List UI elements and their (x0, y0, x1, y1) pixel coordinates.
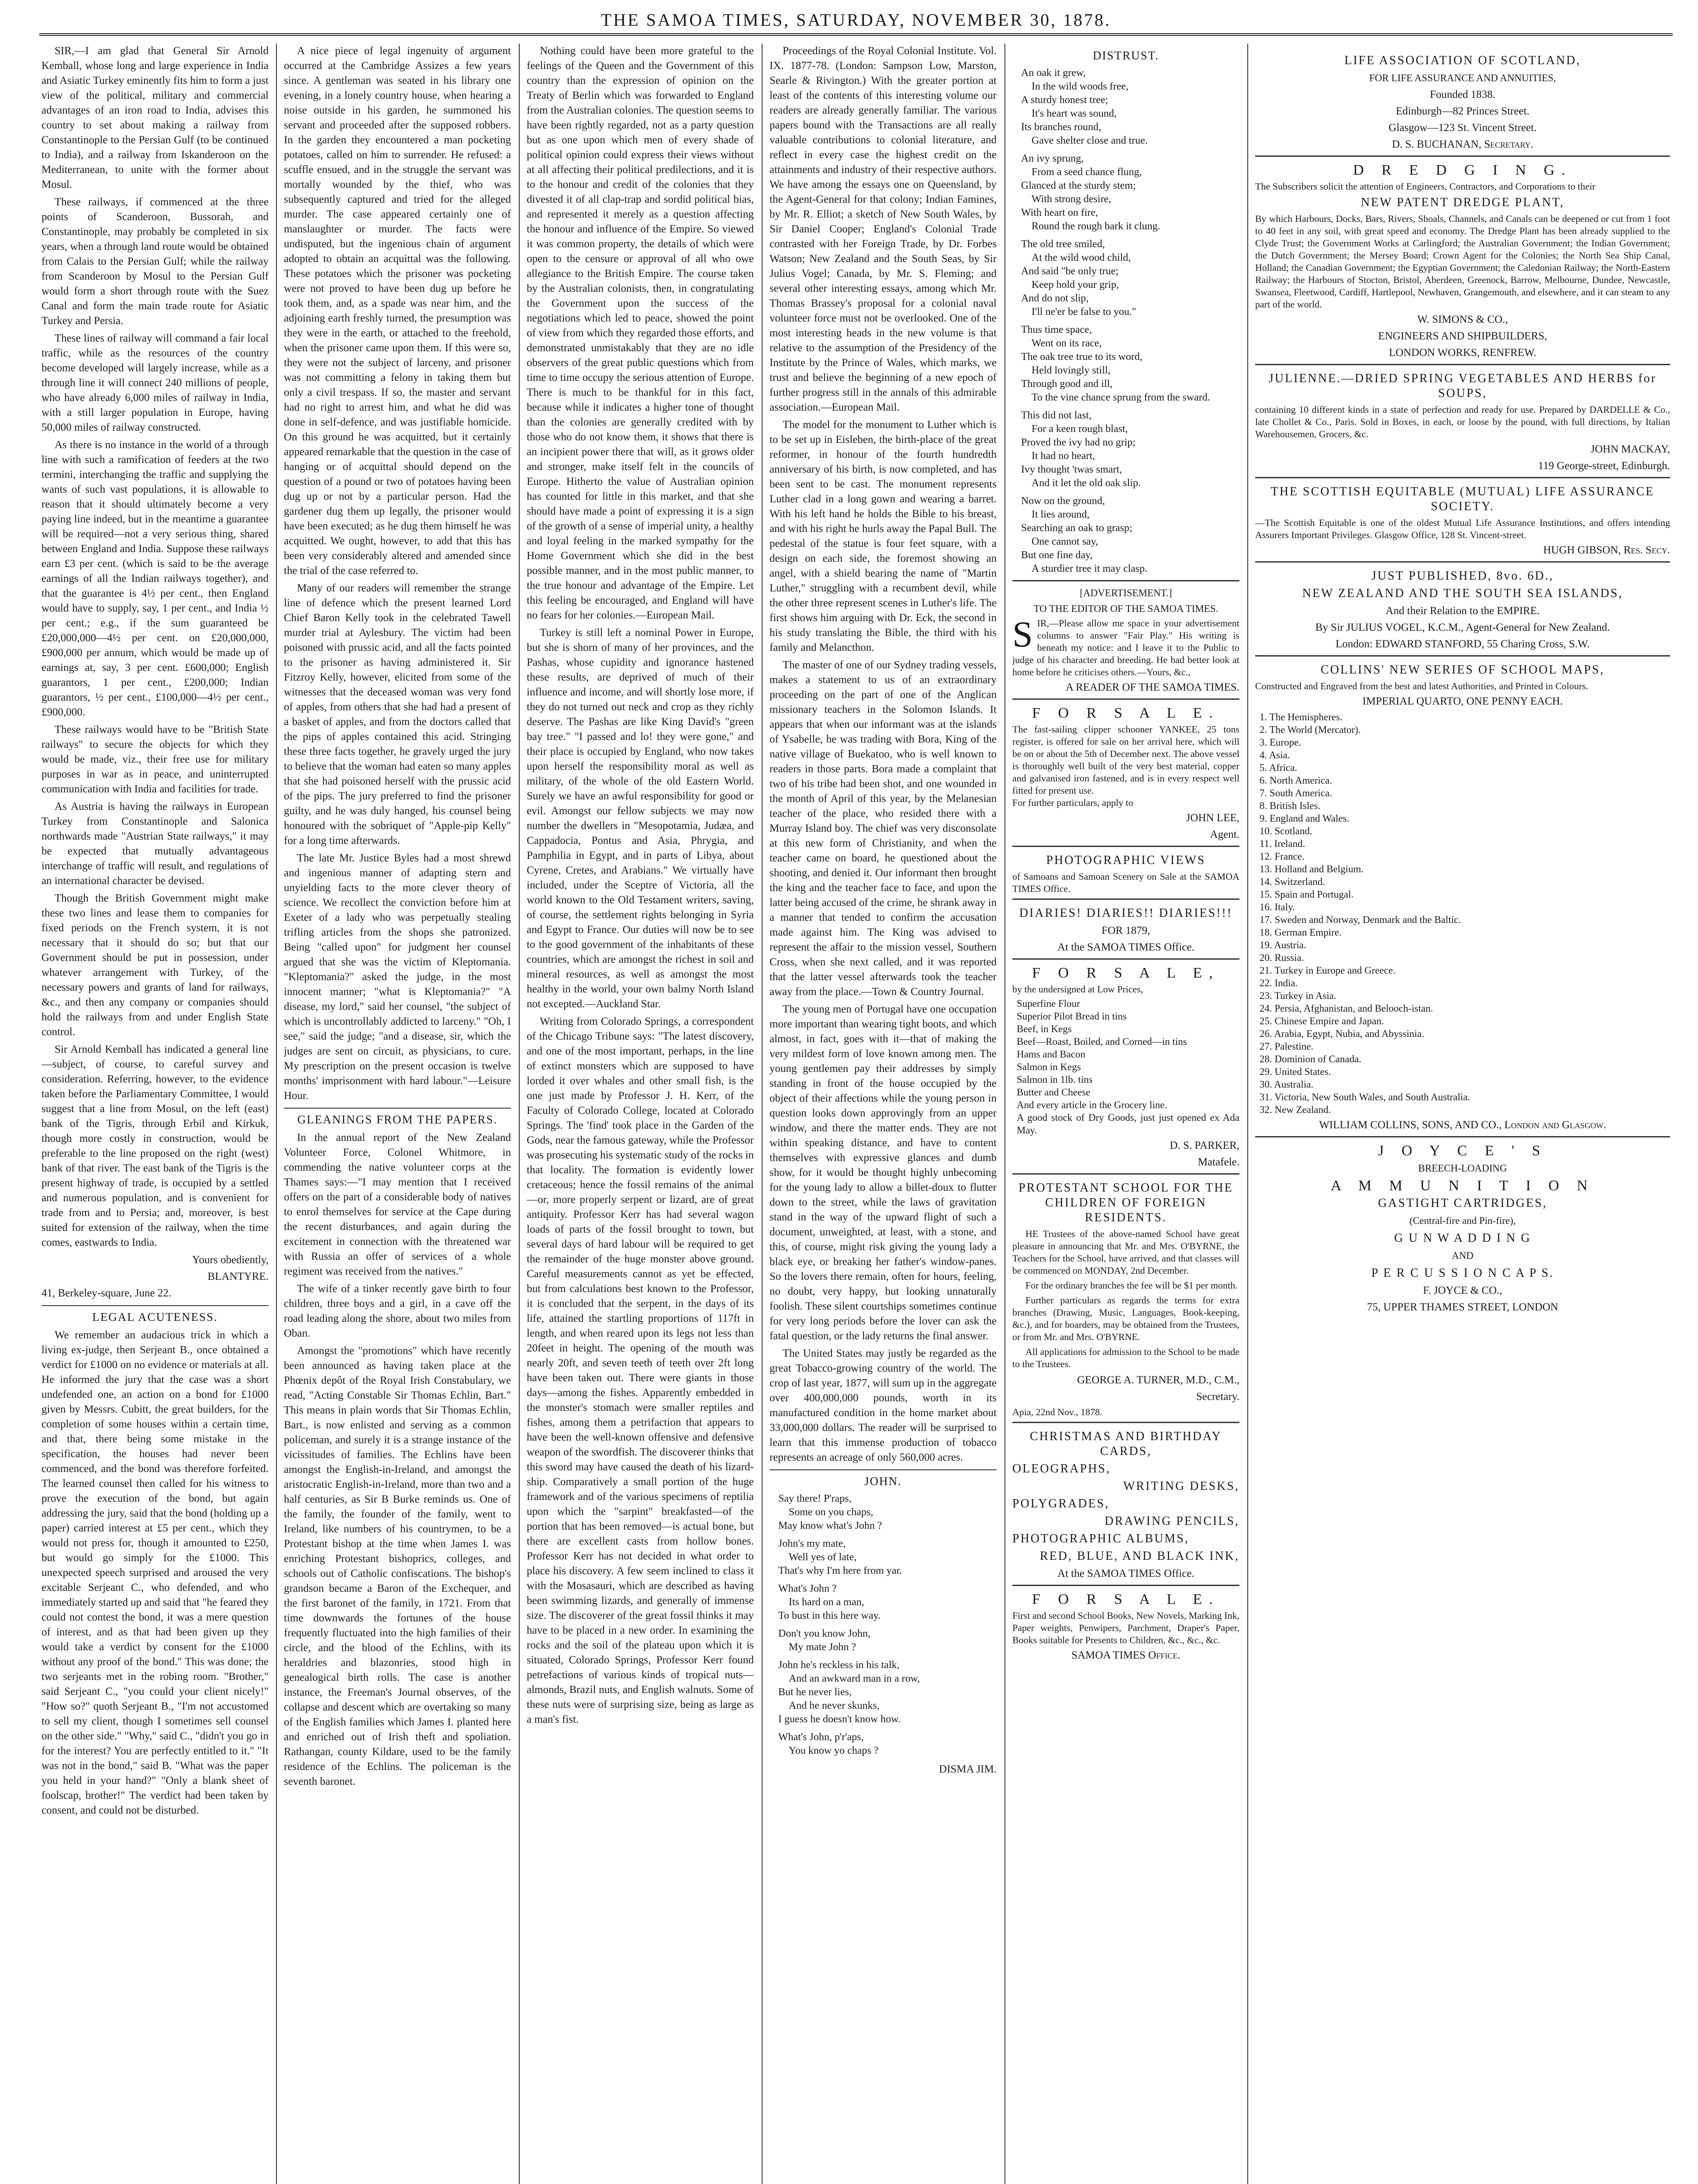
poem-line: An ivy sprung, (1021, 153, 1084, 164)
map-item: 17. Sweden and Norway, Denmark and the Baltic. (1260, 914, 1461, 925)
poem-line: And do not slip, (1021, 293, 1089, 304)
stanza (778, 1627, 997, 1654)
stanza (778, 1492, 997, 1533)
dredging-title: D R E D G I N G. (1353, 162, 1572, 178)
grocery-list (1017, 997, 1239, 1137)
nz-subtitle: And their Relation to the EMPIRE. (1385, 605, 1540, 617)
grocery-item: Butter and Cheese (1017, 1087, 1091, 1098)
julienne-ad (1255, 364, 1670, 473)
john-poem-heading: JOHN. (770, 1469, 997, 1489)
grocery-item: A good stock of Dry Goods, just just opened ex Ada May. (1017, 1112, 1239, 1136)
map-item: 25. Chinese Empire and Japan. (1260, 1016, 1384, 1026)
column-rule (1004, 44, 1005, 2184)
life-secretary: D. S. BUCHANAN, Secretary. (1392, 138, 1533, 150)
paragraph: Amongst the "promotions" which have recently been announced as having taken place at the Phœnix depôt of the Royal Irish Constabulary, we read, "Acting Constable Sir Thomas Echlin, Bart." This means in plain words that Sir Thomas Echlin, Bart., is now enlisted and serving as a common policeman, and surely it is a strange instance of the vicissitudes of families. The Echlins have been amongst the English-in-Ireland, and amongst the aristocratic English-in-Ireland, more than two and a half centuries, as Sir B Burke reminds us. One of the family, the founder of the family, went to Ireland, like numbers of his countrymen, to be a Protestant bishop at the time when James I. was enriching Protestant bishoprics, colleges, and schools out of Catholic confiscations. The bishop's grandson became a Baron of the Exchequer, and the first baronet of the family, in 1721. From that time downwards the fortunes of the house frequently fluctuated into the high families of their circle, and the blood of the Echlins, with its heraldries and blazonries, stood high in genealogical birth rolls. The case is another instance, the Freeman's Journal observes, of the collapse and descent which are overtaking so many of the English families which James I. planted here and enriched out of Irish theft and spoliation. Rathangan, county Kildare, used to be the family residence of the Echlins. The policeman is the seventh baronet. (284, 1345, 511, 1787)
map-item: 6. North America. (1260, 775, 1332, 786)
poem-line: What's John, p'r'aps, (778, 1731, 864, 1743)
map-item: 26. Arabia, Egypt, Nubia, and Abyssinia. (1260, 1028, 1424, 1039)
map-item: 12. France. (1260, 851, 1305, 862)
joyce-ammunition-ad (1255, 1136, 1670, 1315)
poem-line: In the wild woods free, (1032, 81, 1129, 92)
colonial-affairs-article (527, 44, 754, 1727)
poem-line: John's my mate, (778, 1538, 846, 1549)
stanza (778, 1582, 997, 1623)
paragraph: The late Mr. Justice Byles had a most shrewd and ingenious manner of adapting stern and unyielding facts to the more clever theory of science. We recollect the conviction before him at Exeter of a lady who was perpetually stealing trifling articles from the shops she patronized. Being "called upon" for judgment her counsel argued that she was the victim of Kleptomania. "Kleptomania?" asked the judge, in the most innocent manner; "what is Kleptomania?" "A disease, my lord," said her counsel, "the subject of which is uncontrollably addicted to larceny." "Oh, I see," said the judge; "and a disease, sir, which the judges are sent on circuit, as physicians, to cure. My prescription on the present occasion is twelve months' imprisonment with hard labour."—Leisure Hour. (284, 852, 511, 1102)
map-item: 2. The World (Mercator). (1260, 724, 1361, 735)
for-sale-books-text: First and second School Books, New Novels, Marking Ink, Paper weights, Penwipers, Parchment, Draper's Paper, Books suitable for Presents to Children, &c., &c., &c. (1012, 1610, 1239, 1645)
legal-ingenuity-article (284, 44, 511, 1103)
poem-line: Gave shelter close and true. (1032, 135, 1148, 146)
for-sale-grocery-ad (1012, 958, 1239, 1170)
joyce-and: AND (1452, 1250, 1474, 1261)
advertisement-text: IR,—Please allow me space in your advertisement columns to answer "Fair Play." His writing is beneath my notice: and I leave it to the Public to judge of his character and breeding. He had better look at home before he criticises others.—Yours, &c., (1012, 618, 1239, 677)
railway-letter (41, 44, 269, 1250)
poem-line: For a keen rough blast, (1032, 423, 1128, 435)
christmas-item: DRAWING PENCILS, (1104, 1514, 1239, 1528)
poem-line: My mate John ? (789, 1641, 856, 1653)
legal-acuteness-heading: LEGAL ACUTENESS. (41, 1305, 269, 1324)
christmas-items (1012, 1462, 1239, 1564)
map-item: 16. Italy. (1260, 902, 1295, 912)
dredging-text: By which Harbours, Docks, Bars, Rivers, Shoals, Channels, and Canals can be deepened or cut from 1 foot to 40 feet in any soil, with great speed and economy. The Dredge Plant has been already supplied to the Clyde Trust; the Government Works at Carlingford; the Australian Government; the Indian Government; the Dutch Government; the Mersey Board; Crown Agent for the Colonies; the North Sea Ship Canal, Holland; the Canadian Government; the Egyptian Government; the Caledonian Railway; the North-Eastern Railway; the Harbours of Stocton, Bristol, Aberdeen, Greenock, Barrow, Melbourne, Dundee, Newcastle, Swansea, Fleetwood, Cardiff, Hartlepool, Newhaven, Grangemouth, and elsewhere, and it can steam to any part of the world. (1255, 213, 1670, 310)
paragraph: The model for the monument to Luther which is to be set up in Eisleben, the birth-place of the great reformer, in honour of the fourth hundredth anniversary of his birth, is now completed, and has been sent to be cast. The monument represents Luther clad in a long gown and wearing a barret. With his left hand he holds the Bible to his breast, and with his right he hurls away the Papal Bull. The pedestal of the statue is four feet square, with a design on each side, the foremost showing an angel, with a shield bearing the name of "Martin Luther," struggling with a recumbent devil, while the other three represent scenes in Luther's life. The first shows him arguing with Dr. Eck, the second in his study translating the Bible, the third with his family and Melancthon. (770, 419, 997, 653)
life-association-ad (1255, 47, 1670, 152)
collins-title: COLLINS' NEW SERIES OF SCHOOL MAPS, (1321, 663, 1605, 677)
collins-firm: WILLIAM COLLINS, SONS, AND CO., London and Glasgow. (1319, 1119, 1606, 1131)
life-founded: Founded 1838. (1430, 89, 1495, 100)
map-item: 8. British Isles. (1260, 800, 1321, 811)
christmas-item: POLYGRADES, (1012, 1497, 1110, 1510)
letter-signer: BLANTYRE. (207, 1271, 269, 1282)
column-rule (276, 44, 277, 2184)
paragraph: Nothing could have been more grateful to the feelings of the Queen and the Government of this country than the expression of opinion on the Treaty of Berlin which was forwarded to England from the Australian colonies. The question seems to have been rightly regarded, not as a party question but as one upon which men of every shade of political opinion could express their views without at all affecting their political predilections, and it is to the honour and credit of the colonies that they divested it of all clap-trap and sordid political bias, and represented it merely as a question affecting the honour and influence of the Empire. So viewed it was common property, the details of which were open to the censure or approval of all who owe allegiance to the British Empire. The course taken by the Australian colonists, then, in congratulating the Government upon the success of the negotiations which led to peace, showed the point of view from which they regarded those efforts, and demonstrated unmistakably that they are no idle observers of the great public questions which from time to time occupy the serious attention of Europe. There is much to be thankful for in this fact, because while it indicates a higher tone of thought than the colonies are generally credited with by those who do not know them, it shows that there is an incipient power there that will, as it grows older and stronger, make itself felt in the councils of Europe. Hitherto the value of Australian opinion has counted for little in this market, and that she should have made a point of expressing it is a sign of the growth of a sense of imperial unity, a healthy and loyal feeling in the marked sympathy for the Home Government which she did in the best possible manner, and in the most public manner, to the true honour and advantage of the Empire. Let this feeling be encouraged, and England will have no fears for her colonies.—European Mail. (527, 45, 754, 621)
map-item: 5. Africa. (1260, 762, 1298, 773)
stanza (1021, 152, 1239, 233)
advertisement-label: [ADVERTISEMENT.] (1080, 587, 1172, 598)
grocery-item: Beef, in Kegs (1017, 1023, 1072, 1034)
poem-line: Don't you know John, (778, 1628, 870, 1639)
for-sale-role: Agent. (1210, 829, 1239, 840)
map-item: 1. The Hemispheres. (1260, 712, 1343, 722)
stanza (1021, 238, 1239, 319)
poem-line: This did not last, (1021, 410, 1092, 421)
life-address-1: Edinburgh—82 Princes Street. (1396, 105, 1529, 117)
julienne-address: 119 George-street, Edinburgh. (1538, 460, 1670, 472)
nz-publisher: London: EDWARD STANFORD, 55 Charing Cross, S.W. (1336, 638, 1590, 650)
masthead: THE SAMOA TIMES, SATURDAY, NOVEMBER 30, 1878. (601, 10, 1111, 30)
julienne-text: containing 10 different kinds in a state of perfection and ready for use. Prepared by DARDELLE & Co., late Chollet & Co., Paris. Sold in Boxes, in each, or loose by the pound, with full directions, by Italian Warehousemen, Grocers, &c. (1255, 404, 1670, 439)
advertisement-sign: A READER OF THE SAMOA TIMES. (1066, 681, 1239, 693)
christmas-location: At the SAMOA TIMES Office. (1057, 1568, 1194, 1579)
poem-line: A sturdier tree it may clasp. (1032, 563, 1148, 574)
school-text (1012, 1228, 1239, 1370)
grocery-item: Salmon in 1lb. tins (1017, 1074, 1093, 1085)
column-5 (1012, 44, 1239, 2184)
gleanings-article (284, 1130, 511, 1789)
poem-line: Searching an oak to grasp; (1021, 522, 1132, 534)
gleanings-heading: GLEANINGS FROM THE PAPERS. (284, 1108, 511, 1127)
for-sale-books-ad (1012, 1585, 1239, 1663)
paragraph: The master of one of our Sydney trading vessels, makes a statement to us of an extraordinary proceeding on the part of one of the Anglican missionary teachers in the Solomon Islands. It appears that when our informant was at the islands of Ysabelle, he was trading with Bora, King of the native village of Buekatoo, who is well known to readers in those parts. Bora made a complaint that two of his tribe had been shot, and one wounded in the month of April of this year, by the Melanesian teacher of the place, who resided there with a Murray Island boy. The chief was very disconsolate at this new form of Christianity, and when the teacher came on board, he questioned about the shooting, and denied it. Our informant then brought the king and the teacher face to face, and upon the latter being accused of the crime, he shrank away in a manner that tended to confirm the accusation made against him. The King was advised to represent the affair to the mission vessel, Southern Cross, when she next called, and it was reported that the latter vessel afterwards took the teacher away from the place.—Town & Country Journal. (770, 659, 997, 998)
poem-line: Keep hold your grip, (1032, 279, 1119, 290)
dredging-address: LONDON WORKS, RENFREW. (1389, 347, 1536, 359)
poem-line: Its hard on a man, (789, 1597, 864, 1608)
poem-line: And he never skunks, (789, 1700, 880, 1711)
for-sale-title: F O R S A L E. (1032, 705, 1220, 721)
john-poem-author: DISMA JIM. (939, 1763, 997, 1775)
grocery-item: Beef—Roast, Boiled, and Corned—in tins (1017, 1036, 1187, 1047)
photographic-views-ad (1012, 846, 1239, 895)
institute-article (770, 44, 997, 1465)
column-6 (1255, 44, 1670, 2184)
poem-line: May know what's John ? (778, 1520, 882, 1531)
life-title: LIFE ASSOCIATION OF SCOTLAND, (1344, 54, 1581, 67)
poem-line: Some on you chaps, (789, 1507, 873, 1518)
column-rule (1247, 44, 1248, 2184)
column-2 (284, 44, 511, 2184)
paragraph: In the annual report of the New Zealand Volunteer Force, Colonel Whitmore, in commending the native volunteer corps at the Thames says:—"I may mention that I received offers on the part of a considerable body of natives to enrol themselves for service at the Cape during the recent disturbances, and again during the excitement in connection with the threatened war with Russia an offer of services of a whole regiment was received from the natives." (284, 1132, 511, 1277)
poem-line: Round the rough bark it clung. (1032, 221, 1160, 232)
poem-line: John he's reckless in his talk, (778, 1659, 900, 1671)
stanza (1021, 323, 1239, 404)
stanza (1021, 66, 1239, 148)
grocery-place: Matafele. (1198, 1156, 1239, 1168)
joyce-ammunition: A M M U N I T I O N (1330, 1178, 1595, 1194)
dredging-role: ENGINEERS AND SHIPBUILDERS, (1378, 330, 1547, 342)
stanza (778, 1659, 997, 1726)
poem-line: With heart on fire, (1021, 207, 1098, 218)
masthead-rule (39, 33, 1673, 36)
paragraph: All applications for admission to the School to be made to the Trustees. (1012, 1346, 1239, 1369)
scottish-equitable-ad (1255, 477, 1670, 558)
stanza (778, 1731, 997, 1758)
paragraph: These railways, if commenced at the three points of Scanderoon, Bussorah, and Constantinople, may probably be completed in six years, when a through land route would be obtained from Calais to the Persian Gulf; while the railway from Scanderoon by Mosul to the Persian Gulf would form a short through route with the Suez Canal and form the main trade route for Asiatic Turkey and Persia. (41, 196, 269, 327)
paragraph: Proceedings of the Royal Colonial Institute. Vol. IX. 1877-78. (London: Sampson Low, Marston, Searle & Rivington.) With the greater portion at least of the contents of this interesting volume our readers are already generally familiar. The various papers bound with the Transactions are all really valuable contributions to colonial literature, and reflect in every case the highest credit on the attainments and industry of their respective authors. We have among the essays one on Queensland, by the Agent-General for that colony; Indian Famines, by Mr. R. Elliot; a sketch of New South Wales, by Sir Daniel Cooper; England's Colonial Trade contrasted with her Foreign Trade, by Dr. Forbes Watson; New Zealand and the South Seas, by Sir Julius Vogel; Canada, by Mr. S. Fleming; and several other interesting essays, among which Mr. Thomas Brassey's proposal for a colonial naval volunteer force must not be overlooked. One of the most interesting heads in the new volume is that relative to the assumption of the Presidency of the Institute by the Prince of Wales, which marks, we trust and believe the beginning of a new epoch of further progress still in the annals of this admirable association.—European Mail. (770, 45, 997, 413)
poem-line: It's heart was sound, (1032, 108, 1117, 119)
poem-line: But he never lies, (778, 1686, 852, 1698)
poem-line: And it let the old oak slip. (1032, 477, 1141, 489)
map-item: 29. United States. (1260, 1066, 1331, 1077)
joyce-fire: (Central-fire and Pin-fire), (1409, 1215, 1516, 1226)
poem-line: Well yes of late, (789, 1552, 857, 1563)
map-item: 27. Palestine. (1260, 1041, 1314, 1052)
poem-line: The old tree smiled, (1021, 238, 1105, 250)
paragraph: The wife of a tinker recently gave birth to four children, three boys and a girl, in a cave off the road leading along the shore, about two miles from Oban. (284, 1283, 511, 1339)
scottish-name: HUGH GIBSON, Res. Secy. (1543, 544, 1670, 556)
poem-line: I guess he doesn't know how. (778, 1714, 901, 1725)
dredging-firm: W. SIMONS & CO., (1417, 314, 1508, 325)
poem-line: Its branches round, (1021, 121, 1101, 133)
for-sale-name: JOHN LEE, (1186, 812, 1239, 824)
stanza (778, 1537, 997, 1578)
photographic-title: PHOTOGRAPHIC VIEWS (1046, 854, 1206, 867)
map-item: 32. New Zealand. (1260, 1104, 1331, 1115)
map-item: 22. India. (1260, 978, 1298, 988)
advertisement-to-editor: TO THE EDITOR OF THE SAMOA TIMES. (1033, 603, 1218, 614)
paragraph: Though the British Government might make these two lines and lease them to companies for fixed periods on the French system, it is not necessary that it should do so; but that our Government should be put in possession, under whatever arrangement with Turkey, of the necessary powers and grants of land for railways, &c., and then any company or companies should hold the railways from and under English State control. (41, 892, 269, 1038)
map-item: 14. Switzerland. (1260, 876, 1325, 887)
poem-line: The oak tree true to its word, (1021, 351, 1142, 363)
poem-line: Thus time space, (1021, 324, 1092, 335)
for-sale-schooner-ad (1012, 698, 1239, 842)
paragraph: Writing from Colorado Springs, a correspondent of the Chicago Tribune says: "The latest discovery, and one of the most important, perhaps, in the line of extinct monsters which are supposed to have lorded it over whales and other small fish, is the one just made by Professor J. H. Kerr, of the Faculty of Colorado College, located at Colorado Springs. The 'find' took place in the Garden of the Gods, near the famous gateway, while the Professor was prosecuting his systematic study of the rocks in that locality. The formation is evidently lower cretaceous; hence the fossil remains of the animal—or, more properly serpent or lizard, are of great antiquity. Professor Kerr has had several wagon loads of parts of the fossil brought to town, but several days of hard labour will be required to get the remainder of the huge monster above ground. Careful measurements cannot as yet be effected, but from calculations best known to the Professor, it is concluded that the serpent, in the days of its life, attained the startling proportions of 117ft in length, and when reared upon its legs not less than 20feet in height. The opening of the mouth was nearly 20ft, and seven teeth of teeth over 2ft long have been taken out. There were giants in those days—among the fishes. Apparently embedded in the monster's stomach were smaller reptiles and fishes, among them a petrifaction that appears to have been the well-known offensive and defensive weapon of the swordfish. The discoverer thinks that this sword may have caused the death of his lizard-ship. Comparatively a small portion of the huge framework and of the various specimens of reptilia upon which the "sarpint" breakfasted—of the portion that has been removed—is actual bone, but there are excellent casts from hollow bones. Professor Kerr has not decided in what order to place his discovery. A few seem inclined to class it with the Mosasauri, which are described as having been swimming lizards, and generally of immense size. The discoverer of the great fossil thinks it may have to be placed in a new order. In examining the rocks and the soil of the plateau upon which it is situated, Colorado Springs, Professor Kerr found petrefactions of various kinds of tropical nuts—almonds, Brazil nuts, and English walnuts. Some of these nuts were of surprising size, being as large as a man's fist. (527, 1016, 754, 1725)
diaries-location: At the SAMOA TIMES Office. (1057, 941, 1194, 953)
christmas-item: PHOTOGRAPHIC ALBUMS, (1012, 1532, 1189, 1545)
school-secretary-name: GEORGE A. TURNER, M.D., C.M., (1077, 1374, 1239, 1386)
map-item: 4. Asia. (1260, 750, 1290, 760)
paragraph: These lines of railway will command a fair local traffic, while as the resources of the country become developed will largely increase, while as a through line it will connect 240 millions of people, who have already 6,000 miles of railway in India, with a still larger population in Europe, having 50,000 miles of railway constructed. (41, 332, 269, 433)
map-item: 19. Austria. (1260, 940, 1306, 950)
poem-line: Held lovingly still, (1032, 365, 1111, 376)
column-3 (527, 44, 754, 2184)
diaries-year: FOR 1879, (1101, 925, 1150, 936)
poem-line: Now on the ground, (1021, 495, 1105, 507)
for-sale-books-office: SAMOA TIMES Office. (1071, 1649, 1180, 1661)
joyce-subtitle: BREECH-LOADING (1418, 1163, 1507, 1174)
paragraph: Further particulars as regards the terms for extra branches (Drawing, Music, Languages, Book-keeping, &c.), and for boarders, may be obtained from the Trustees, or from Mr. and Mrs. O'BYRNE. (1012, 1295, 1239, 1342)
dropcap-s: S (1012, 614, 1033, 655)
nz-book: NEW ZEALAND AND THE SOUTH SEA ISLANDS, (1302, 587, 1623, 600)
grocery-item: And every article in the Grocery line. (1017, 1099, 1167, 1110)
joyce-title: J O Y C E ' S (1378, 1143, 1547, 1159)
column-1 (41, 44, 269, 2184)
diaries-ad (1012, 898, 1239, 955)
joyce-address: 75, UPPER THAMES STREET, LONDON (1367, 1301, 1558, 1313)
poem-line: I'll ne'er be false to you." (1032, 306, 1136, 318)
new-zealand-book-ad (1255, 561, 1670, 652)
map-item: 18. German Empire. (1260, 927, 1342, 938)
poem-line: From a seed chance flung, (1032, 166, 1142, 178)
protestant-school-ad (1012, 1173, 1239, 1418)
advertisement-letter (1012, 580, 1239, 695)
poem-line: And an awkward man in a row, (789, 1673, 920, 1684)
poem-line: To bust in this here way. (778, 1610, 881, 1621)
photographic-text: of Samoans and Samoan Scenery on Sale at the SAMOA TIMES Office. (1012, 871, 1239, 894)
life-subtitle: FOR LIFE ASSURANCE AND ANNUITIES, (1369, 73, 1556, 83)
joyce-wadding: G U N W A D D I N G (1394, 1231, 1531, 1245)
poem-line: That's why I'm here from yar. (778, 1565, 902, 1576)
poem-line: One cannot say, (1032, 536, 1098, 547)
map-item: 21. Turkey in Europe and Greece. (1260, 965, 1396, 976)
poem-line: It had no heart, (1032, 450, 1095, 462)
map-item: 9. England and Wales. (1260, 813, 1349, 824)
collins-text: Constructed and Engraved from the best and latest Authorities, and Printed in Colours. (1255, 681, 1588, 691)
paragraph: SIR,—I am glad that General Sir Arnold Kemball, whose long and large experience in India and Asiatic Turkey eminently fits him to form a just view of the political, military and commercial advantages of an iron road to India, advises this country to set about making a railway from Constantinople to the Persian Gulf (to be continued to India), and a railway from Iskanderoon on the Mediterranean, to unite with the former about Mosul. (41, 45, 269, 190)
nz-author: By Sir JULIUS VOGEL, K.C.M., Agent-General for New Zealand. (1315, 622, 1610, 633)
legal-acuteness-article (41, 1328, 269, 1818)
julienne-name: JOHN MACKAY, (1591, 443, 1670, 455)
paragraph: The United States may justly be regarded as the great Tobacco-growing country of the world. The crop of last year, 1877, will sum up in the aggregate over 400,000,000 pounds, worth in its manufactured condition in the home market about 33,000,000 dollars. The reader will be surprised to learn that this immense production of tobacco represents an acreage of only 560,000 acres. (770, 1348, 997, 1463)
stanza (1021, 494, 1239, 576)
poem-line: And said "be only true; (1021, 266, 1119, 277)
diaries-title: DIARIES! DIARIES!! DIARIES!!! (1019, 906, 1233, 920)
distrust-poem (1012, 66, 1239, 576)
column-4 (770, 44, 997, 2184)
map-item: 13. Holland and Belgium. (1260, 864, 1364, 874)
school-date: Apia, 22nd Nov., 1878. (1012, 1406, 1102, 1417)
map-item: 24. Persia, Afghanistan, and Belooch-istan. (1260, 1003, 1433, 1014)
poem-line: At the wild wood child, (1032, 252, 1131, 263)
poem-line: A sturdy honest tree; (1021, 94, 1108, 106)
map-item: 31. Victoria, New South Wales, and South Australia. (1260, 1092, 1470, 1102)
christmas-item: WRITING DESKS, (1123, 1479, 1239, 1493)
school-title: PROTESTANT SCHOOL FOR THE CHILDREN OF FOREIGN RESIDENTS. (1018, 1181, 1233, 1224)
scottish-title: THE SCOTTISH EQUITABLE (MUTUAL) LIFE ASSURANCE SOCIETY. (1270, 485, 1655, 513)
school-secretary-role: Secretary. (1196, 1391, 1239, 1403)
paragraph: A nice piece of legal ingenuity of argument occurred at the Cambridge Assizes a few years since. A gentleman was seated in his library one evening, in a lonely country house, when hearing a noise outside in his garden, he summoned his servant and proceeded after the supposed robbers. In the garden they encountered a man pocketing potatoes, called on him to surrender. He refused: a scuffle ensued, and in the struggle the servant was mortally wounded by the thief, who was subsequently captured and tried for the alleged murder. The case appeared certainly one of manslaughter or murder. The facts were undisputed, but the ingenious chain of argument adopted to obtain an acquittal was the following. These potatoes which the prisoner was pocketing were not proved to have been dug up before he took them, and, as a spade was near him, and the adjoining earth freshly turned, the presumption was they were in the earth, or attached to the freehold, when the prisoner came upon them. If this were so, they were not the subject of larceny, and prisoner was not committing a felony in taking them but only a civil trespass. If so, the master and servant had no right to arrest him, and what he did was done in self-defence, and was justifiable homicide. On this ground he was acquitted, but it certainly appeared remarkable that the question in the case of hanging or of acquittal should depend on the question of a pound or two of potatoes having been dug up or not by a particular person. Had the gardener dug them up legally, the prisoner would have been executed; as he dug them himself he was acquitted. We ought, however, to add that this has been very considerably altered and amended since the trial of the case referred to. (284, 45, 511, 577)
julienne-title: JULIENNE.—DRIED SPRING VEGETABLES AND HERBS for SOUPS, (1268, 372, 1657, 400)
paragraph: Sir Arnold Kemball has indicated a general line—subject, of course, to careful survey and consideration. Referring, however, to the evidence taken before the Parliamentary Committee, I would suggest that a line from Mosul, on the left (east) bank of the Tigris, through Erbil and Kirkuk, though more costly in construction, would be preferable to the line proposed on the right (west) bank of that river. The east bank of the Tigris is the present highway of trade, is occupied by a settled and numerous population, and is convenient for trade from and to Persia; and, moreover, is best suited for extension of the railway, when the time comes, eastwards to India. (41, 1044, 269, 1248)
poem-line: Glanced at the sturdy stem; (1021, 180, 1136, 191)
for-sale-title: F O R S A L E. (1032, 1591, 1220, 1607)
poem-line: But one fine day, (1021, 549, 1093, 561)
grocery-item: Superior Pilot Bread in tins (1017, 1011, 1127, 1022)
letter-sign-off: Yours obediently, (192, 1254, 269, 1266)
for-sale-contact: For further particulars, apply to (1012, 797, 1133, 808)
distrust-poem-heading: DISTRUST. (1093, 49, 1159, 62)
dredging-ad (1255, 156, 1670, 360)
poem-line: With strong desire, (1032, 194, 1111, 205)
grocery-seller: D. S. PARKER, (1170, 1140, 1239, 1151)
map-item: 7. South America. (1260, 788, 1332, 798)
christmas-item: RED, BLUE, AND BLACK INK, (1040, 1549, 1239, 1563)
letter-address: 41, Berkeley-square, June 22. (41, 1287, 172, 1299)
poem-line: You know yo chaps ? (789, 1745, 879, 1756)
joyce-firm: F. JOYCE & CO., (1423, 1285, 1502, 1296)
paragraph: HE Trustees of the above-named School have great pleasure in announcing that Mr. and Mrs. O'BYRNE, the Teachers for the School, have arrived, and that classes will be commenced on MONDAY, 2nd December. (1012, 1228, 1239, 1276)
dredging-plant: NEW PATENT DREDGE PLANT, (1360, 196, 1565, 209)
paragraph: The young men of Portugal have one occupation more important than wearing tight boots, and which almost, in fact, goes with it—that of making the very mildest form of love known among men. The young gentlemen pay their addresses by simply standing in front of the house occupied by the object of their affections while the young person in question looks down approvingly from an upper window, and there the matter ends. They are not within speaking distance, and have to content themselves with expressive glances and dumb show, for it would be thought highly unbecoming for the young lady to allow a billet-doux to flutter down to the street, while the laws of gravitation stand in the way of the upward flight of such a document, unweighted, at least, with a stone, and this, of course, might risk giving the young lady a black eye, or breaking her father's window-panes. So the lovers there remain, often for hours, feeling, no doubt, very happy, but looking unnaturally foolish. These silent courtships sometimes continue for very long periods before the lover can ask the fatal question, or the lady returns the final answer. (770, 1003, 997, 1342)
christmas-title: CHRISTMAS AND BIRTHDAY CARDS, (1030, 1430, 1222, 1458)
collins-maps-ad (1255, 655, 1670, 1133)
christmas-cards-ad (1012, 1422, 1239, 1581)
map-item: 23. Turkey in Asia. (1260, 990, 1336, 1001)
christmas-item: OLEOGRAPHS, (1012, 1462, 1111, 1476)
for-sale-title: F O R S A L E, (1032, 965, 1220, 981)
grocery-item: Superfine Flour (1017, 998, 1080, 1009)
paragraph: We remember an audacious trick in which a living ex-judge, then Serjeant B., once obtained a verdict for £1000 on no evidence or materials at all. He informed the jury that the case was a short undefended one, an action on a bond for £1000 given by Messrs. Cubitt, the great builders, for the completion of some houses within a certain time, and that, there being some mistake in the specification, the houses had never been commenced, and the bond was therefore forfeited. The learned counsel then called for his witness to prove the execution of the bond, but again addressing the jury, said that the bond (holding up a paper) carried interest at £5 per cent., which they would not press for, though it amounted to £250, but would go simply for the £1000. This unexpected speech surprised and aroused the very excitable Serjeant C., who defended, and who immediately started up and said that "he feared they could not contest the bond, it was a mere question of interest, and as that had been given up they would take a verdict by consent for the £1000 without any proof of the bond." This was done; the two serjeants met in the robing room. "Brother," said Serjeant C., "you could your client nicely!" "How so?" quoth Serjeant B., "I'm not accustomed to sell my client, though I sometimes sell counsel on the other side." "Why," said C., "didn't you go in for the interest? You are perfectly entitled to it." "It was not in the bond," said B. "What was the paper you held in your hand?" "Only a blank sheet of foolscap, brother!" The verdict had been taken by consent, and could not be disturbed. (41, 1329, 269, 1816)
map-item: 30. Australia. (1260, 1079, 1314, 1090)
poem-line: Say there! P'raps, (778, 1493, 852, 1504)
poem-line: It lies around, (1032, 509, 1090, 520)
poem-line: To the vine chance sprung from the sward. (1032, 392, 1210, 403)
map-item: 15. Spain and Portugal. (1260, 889, 1354, 900)
stanza (1021, 409, 1239, 490)
collins-map-list (1260, 711, 1670, 1116)
poem-line: Proved the ivy had no grip; (1021, 437, 1135, 448)
column-rule (519, 44, 520, 2184)
john-poem (770, 1492, 997, 1758)
map-item: 11. Ireland. (1260, 838, 1305, 849)
paragraph: These railways would have to be "British State railways" to secure the objects for which they would be made, viz., their free use for military purposes in war as in peace, and uninterrupted communication with India and facilities for trade. (41, 724, 269, 795)
column-rule (762, 44, 763, 2184)
nz-title: JUST PUBLISHED, 8vo. 6D., (1371, 569, 1554, 583)
poem-line: Went on its race, (1032, 338, 1102, 349)
map-item: 3. Europe. (1260, 737, 1301, 748)
poem-line: What's John ? (778, 1583, 837, 1594)
map-item: 20. Russia. (1260, 952, 1304, 963)
paragraph: Many of our readers will remember the strange line of defence which the present learned Lord Chief Baron Kelly took in the celebrated Tawell murder trial at Aylesbury. The victim had been poisoned with prussic acid, and all the facts pointed to the prisoner as having administered it. Sir Fitzroy Kelly, however, elicited from some of the witnesses that the deceased woman was very fond of apples, from others that she had had a present of a basket of apples, and from the doctors called that the pips of apples contained this acid. Stringing these three facts together, he gravely urged the jury to believe that the woman had eaten so many apples that she had poisoned herself with the prussic acid of the pips. The jury preferred to find the prisoner guilty, and he was duly hanged, his counsel being honoured with the sobriquet of "Apple-pip Kelly" for a long time afterwards. (284, 582, 511, 847)
scottish-text: —The Scottish Equitable is one of the oldest Mutual Life Assurance Institutions, and offers intending Assurers Important Privileges. Glasgow Office, 128 St. Vincent-street. (1255, 517, 1670, 540)
poem-line: An oak it grew, (1021, 67, 1086, 79)
map-item: 10. Scotland. (1260, 826, 1312, 836)
dredging-intro: The Subscribers solicit the attention of Engineers, Contractors, and Corporations to their (1255, 181, 1595, 192)
grocery-item: Salmon in Kegs (1017, 1061, 1081, 1072)
paragraph: For the ordinary branches the fee will be $1 per month. (1025, 1280, 1238, 1291)
grocery-item: Hams and Bacon (1017, 1049, 1086, 1060)
paragraph: As there is no instance in the world of a through line with such a ramification of feeders at the two termini, interchanging the traffic and supplying the wants of such vast populations, it is allowable to reason that it should ultimately become a very paying line indeed, but in the meantime a guarantee will be required—not a very serious thing, shared between England and India. Suppose these railways earn £3 per cent. (which is said to be the average earnings of all the Indian railways together), and that the guarantee is 4½ per cent., then England would have to supply, say, 1 per cent., and India ½ per cent.; e.g., if the sum guaranteed be £20,000,000—4½ per cent. on £20,000,000, £900,000 per annum, which would be made up of earnings at, say, 3 per cent. £600,000; English guarantors, 1 per cent., £200,000; Indian guarantors, ½ per cent., £100,000—4½ per cent., £900,000. (41, 439, 269, 718)
poem-line: Through good and ill, (1021, 378, 1113, 390)
life-address-2: Glasgow—123 St. Vincent Street. (1388, 122, 1537, 134)
joyce-caps: P E R C U S S I O N C A P S. (1371, 1266, 1554, 1280)
joyce-cartridges: GASTIGHT CARTRIDGES, (1378, 1196, 1547, 1210)
for-sale-text: The fast-sailing clipper schooner YANKEE, 25 tons register, is offered for sale on her arrival here, which will be on or about the 5th of December next. The above vessel is thoroughly well built of the very best material, copper and galvanised iron fastened, and is in every respect well fitted for present use. (1012, 724, 1239, 796)
collins-price: IMPERIAL QUARTO, ONE PENNY EACH. (1362, 695, 1563, 707)
poem-line: Ivy thought 'twas smart, (1021, 464, 1122, 475)
for-sale-intro: by the undersigned at Low Prices, (1012, 984, 1143, 995)
map-item: 28. Dominion of Canada. (1260, 1054, 1362, 1064)
paragraph: Turkey is still left a nominal Power in Europe, but she is shorn of many of her provinces, and the Pashas, whose cupidity and ignorance hastened these results, are deprived of much of their influence and income, and will shortly lose more, if they do not turned out neck and crop as they richly deserve. The Pashas are like King David's "green bay tree." "I passed and lo! they were gone," and their place is occupied by England, who now takes upon herself the responsibility moral as well as military, of the whole of the old Eastern World. Surely we have an awful responsibility for good or evil. Amongst our fellow subjects we may now number the dwellers in "Mesopotamia, Judæa, and Cappadocia, Pontus and Asia, Phrygia, and Pamphilia in Egypt, and in parts of Libya, about Cyrene, Cretes, and Arabians." We virtually have included, under the Sceptre of Victoria, all the world known to the Old Testament writers, saving, of course, the settlement rights belonging in Syria and Egypt to France. Our duties will now be to see to the good government of the inhabitants of these countries, which are amongst the richest in soil and mineral resources, as well as amongst the most healthy in the world, your own balmy North Island not excepted.—Auckland Star. (527, 627, 754, 1010)
paragraph: As Austria is having the railways in European Turkey from Constantinople and Salonica northwards made "Austrian State railways," it may be expected that mutually advantageous interchange of traffic will result, and regulations of an international character be devised. (41, 801, 269, 887)
